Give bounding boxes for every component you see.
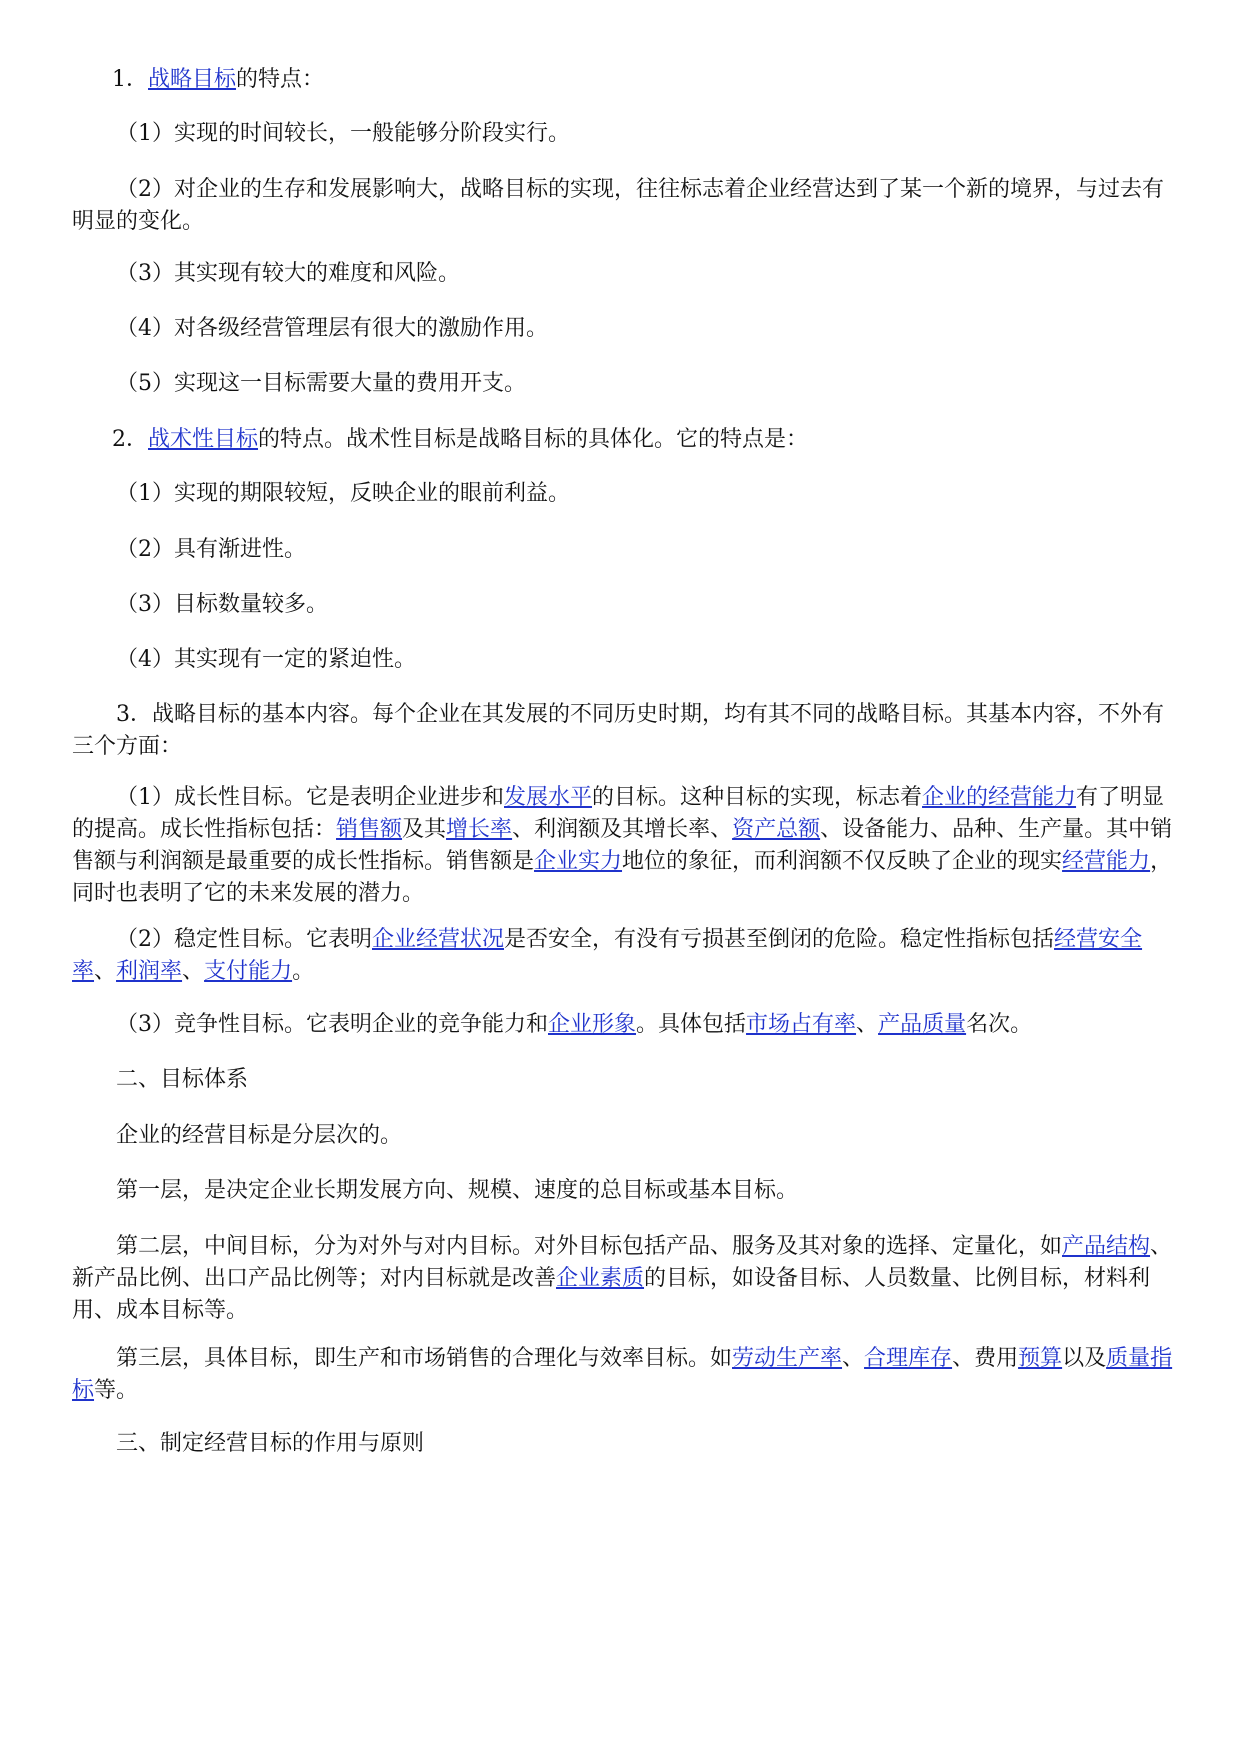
paragraph-level-2 xyxy=(72,1231,1180,1327)
text-run: 、利润额及其增长率、 xyxy=(512,817,733,842)
text-run: 的特点。战术性目标是战略目标的具体化。它的特点是： xyxy=(258,427,809,452)
text-run: （4）其实现有一定的紧迫性。 xyxy=(116,647,416,672)
hyperlink[interactable]: 战略目标 xyxy=(148,67,237,92)
text-run: （2）具有渐进性。 xyxy=(116,537,306,562)
text-run: 的特点： xyxy=(236,67,325,92)
hyperlink[interactable]: 劳动生产率 xyxy=(732,1346,843,1371)
paragraph-tactical-1 xyxy=(72,478,1180,510)
hyperlink[interactable]: 企业素质 xyxy=(556,1266,645,1291)
text-run: 名次。 xyxy=(966,1012,1033,1037)
text-run: 、设备能力、品种、生产量。其中销售额与利润额是最重要的成长性指标。销售额是 xyxy=(72,817,1173,874)
hyperlink[interactable]: 企业形象 xyxy=(548,1012,637,1037)
hyperlink[interactable]: 企业实力 xyxy=(534,849,623,874)
paragraph-tactical-4 xyxy=(72,644,1180,676)
paragraph-tactical-goal-heading xyxy=(112,424,1220,456)
paragraph-goal-levels xyxy=(72,1120,1180,1152)
text-run: 第三层，具体目标，即生产和市场销售的合理化与效率目标。如 xyxy=(116,1346,733,1371)
hyperlink[interactable]: 销售额 xyxy=(336,817,403,842)
text-run: （3）竞争性目标。它表明企业的竞争能力和 xyxy=(116,1012,548,1037)
paragraph-level-3 xyxy=(72,1343,1180,1407)
text-run: 。 xyxy=(292,959,315,984)
text-run: 及其 xyxy=(402,817,447,842)
text-run: 2． xyxy=(112,427,148,452)
hyperlink[interactable]: 企业经营状况 xyxy=(372,927,505,952)
hyperlink[interactable]: 资产总额 xyxy=(732,817,821,842)
section-heading-role-principles xyxy=(72,1428,1180,1460)
text-run: （3）目标数量较多。 xyxy=(116,592,328,617)
paragraph-growth-goal xyxy=(72,782,1180,910)
text-run: 第二层，中间目标，分为对外与对内目标。对外目标包括产品、服务及其对象的选择、定量化，如 xyxy=(116,1234,1063,1259)
text-run: （1）成长性目标。它是表明企业进步和 xyxy=(116,785,504,810)
text-run: 二、目标体系 xyxy=(116,1067,249,1092)
text-run: （2）稳定性目标。它表明 xyxy=(116,927,372,952)
text-run: 、 xyxy=(94,959,117,984)
text-run: 三、制定经营目标的作用与原则 xyxy=(116,1431,425,1456)
paragraph-strategic-4 xyxy=(72,313,1180,345)
hyperlink[interactable]: 经营安全率 xyxy=(72,927,1143,984)
text-run: 3．战略目标的基本内容。每个企业在其发展的不同历史时期，均有其不同的战略目标。其基本内容，不外有三个方面： xyxy=(72,702,1165,759)
paragraph-strategic-3 xyxy=(72,258,1180,290)
text-run: 、 xyxy=(182,959,205,984)
hyperlink[interactable]: 发展水平 xyxy=(504,785,593,810)
text-run: ，同时也表明了它的未来发展的潜力。 xyxy=(72,849,1173,906)
paragraph-stability-goal xyxy=(72,924,1180,988)
section-heading-goal-system xyxy=(72,1064,1180,1096)
text-run: 企业的经营目标是分层次的。 xyxy=(116,1123,403,1148)
hyperlink[interactable]: 支付能力 xyxy=(204,959,293,984)
paragraph-tactical-3 xyxy=(72,589,1180,621)
text-run: 有了明显的提高。成长性指标包括： xyxy=(72,785,1165,842)
text-run: 地位的象征，而利润额不仅反映了企业的现实 xyxy=(622,849,1063,874)
paragraph-strategic-goal-heading xyxy=(112,64,1220,96)
hyperlink[interactable]: 质量指标 xyxy=(72,1346,1173,1403)
hyperlink[interactable]: 产品结构 xyxy=(1062,1234,1151,1259)
text-run: 的目标，如设备目标、人员数量、比例目标，材料利用、成本目标等。 xyxy=(72,1266,1151,1323)
text-run: （5）实现这一目标需要大量的费用开支。 xyxy=(116,371,526,396)
hyperlink[interactable]: 市场占有率 xyxy=(746,1012,857,1037)
text-run: 。具体包括 xyxy=(636,1012,747,1037)
text-run: 第一层，是决定企业长期发展方向、规模、速度的总目标或基本目标。 xyxy=(116,1178,799,1203)
text-run: 以及 xyxy=(1062,1346,1107,1371)
text-run: 、费用 xyxy=(952,1346,1019,1371)
text-run: 、新产品比例、出口产品比例等；对内目标就是改善 xyxy=(72,1234,1173,1291)
text-run: 、 xyxy=(842,1346,865,1371)
hyperlink[interactable]: 企业的经营能力 xyxy=(922,785,1077,810)
text-run: （1）实现的时间较长，一般能够分阶段实行。 xyxy=(116,121,570,146)
hyperlink[interactable]: 增长率 xyxy=(446,817,513,842)
hyperlink[interactable]: 产品质量 xyxy=(878,1012,967,1037)
hyperlink[interactable]: 经营能力 xyxy=(1062,849,1151,874)
hyperlink[interactable]: 合理库存 xyxy=(864,1346,953,1371)
text-run: （2）对企业的生存和发展影响大，战略目标的实现，往往标志着企业经营达到了某一个新的境界，与过去有明显的变化。 xyxy=(72,177,1165,234)
text-run: 、 xyxy=(856,1012,879,1037)
text-run: 1． xyxy=(112,67,148,92)
text-run: 的目标。这种目标的实现，标志着 xyxy=(592,785,923,810)
paragraph-level-1 xyxy=(72,1175,1180,1207)
text-run: （4）对各级经营管理层有很大的激励作用。 xyxy=(116,316,548,341)
hyperlink[interactable]: 利润率 xyxy=(116,959,183,984)
hyperlink[interactable]: 预算 xyxy=(1018,1346,1063,1371)
paragraph-tactical-2 xyxy=(72,534,1180,566)
text-run: 等。 xyxy=(94,1378,139,1403)
text-run: （1）实现的期限较短，反映企业的眼前利益。 xyxy=(116,481,570,506)
paragraph-strategic-1 xyxy=(72,118,1180,150)
text-run: 是否安全，有没有亏损甚至倒闭的危险。稳定性指标包括 xyxy=(504,927,1055,952)
paragraph-competitive-goal xyxy=(72,1009,1180,1041)
hyperlink[interactable]: 战术性目标 xyxy=(148,427,259,452)
paragraph-strategic-5 xyxy=(72,368,1180,400)
paragraph-strategic-2 xyxy=(72,174,1180,238)
text-run: （3）其实现有较大的难度和风险。 xyxy=(116,261,460,286)
paragraph-basic-content xyxy=(72,699,1180,763)
